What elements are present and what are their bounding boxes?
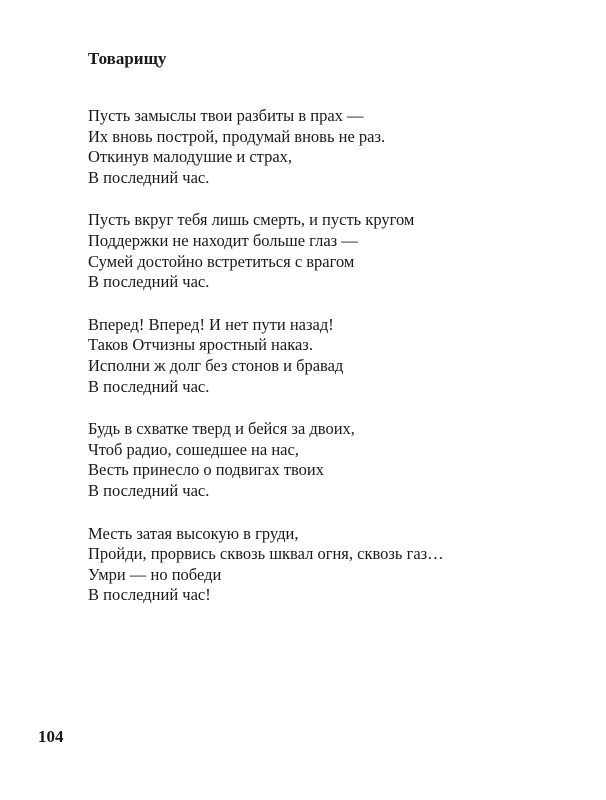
poem-line: Умри — но победи [88, 564, 222, 584]
poem-line: Их вновь построй, продумай вновь не раз. [88, 126, 386, 146]
poem-line: Пусть замыслы твои разбиты в прах — [88, 106, 364, 125]
poem-line: В последний час. [88, 167, 210, 187]
poem-title: Товарищу [88, 49, 167, 68]
poem-line: Месть затая высокую в груди, [88, 523, 299, 543]
stanza-4 [88, 419, 568, 501]
page-number: 104 [38, 727, 64, 746]
stanza-5 [88, 524, 568, 606]
stanza-1 [88, 106, 568, 188]
poem-line: Пусть вкруг тебя лишь смерть, и пусть кругом [88, 210, 415, 230]
poem-line: В последний час. [88, 272, 210, 292]
poem-line: В последний час. [88, 480, 210, 500]
poem-line: Пройди, прорвись сквозь шквал огня, сквозь газ… [88, 544, 444, 564]
poem-line: Будь в схватке тверд и бейся за двоих, [88, 419, 355, 439]
poem-line: Откинув малодушие и страх, [88, 147, 293, 167]
poem-line: Сумей достойно встретиться с врагом [88, 251, 355, 271]
poem-body [88, 106, 568, 628]
stanza-3 [88, 315, 568, 397]
poem-line: Весть принесло о подвигах твоих [88, 460, 325, 480]
poem-line: Вперед! Вперед! И нет пути назад! [88, 314, 334, 334]
stanza-2 [88, 210, 568, 292]
poem-line: Исполни ж долг без стонов и бравад [88, 355, 344, 375]
poem-line: Таков Отчизны яростный наказ. [88, 335, 313, 355]
poem-line: В последний час. [88, 376, 210, 396]
poem-line: Чтоб радио, сошедшее на нас, [88, 439, 299, 459]
poem-line: В последний час! [88, 585, 211, 605]
poem-line: Поддержки не находит больше глаз — [88, 230, 358, 250]
